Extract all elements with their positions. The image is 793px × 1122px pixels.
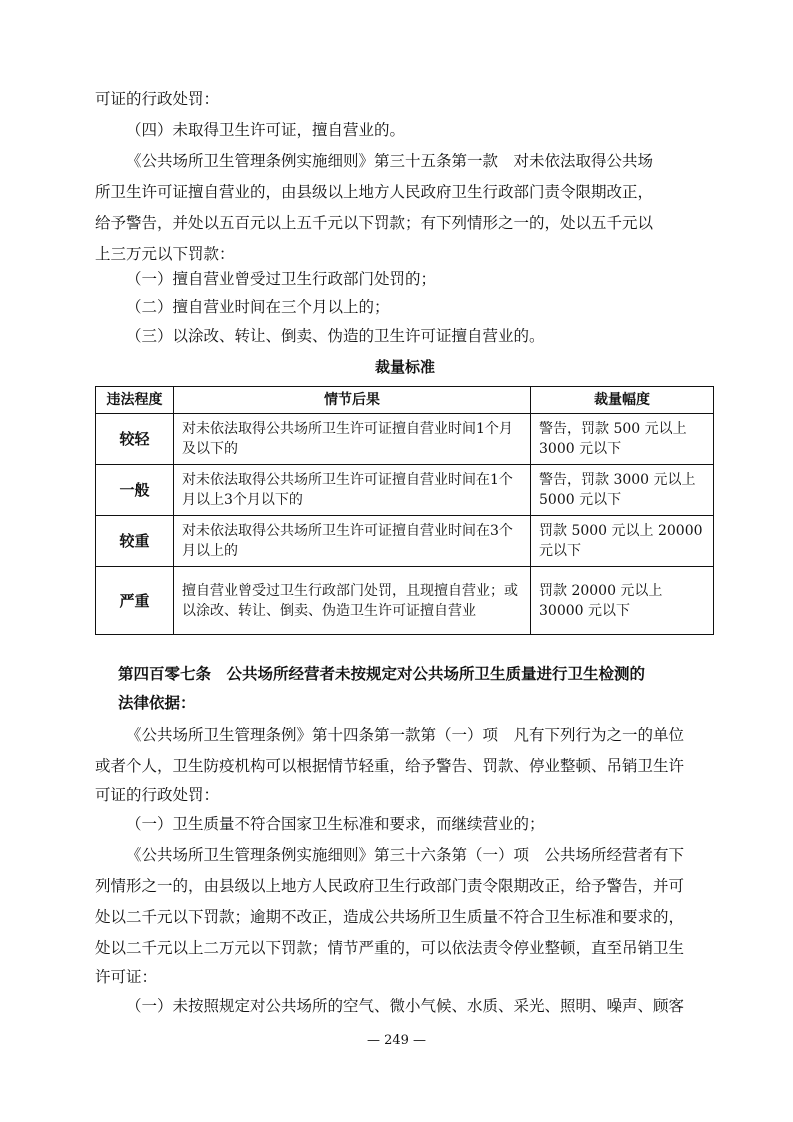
- article-heading: 第四百零七条 公共场所经营者未按规定对公共场所卫生质量进行卫生检测的: [118, 665, 646, 683]
- table-title: 裁量标准: [374, 358, 435, 376]
- text-line: 列情形之一的，由县级以上地方人民政府卫生行政部门责令限期改正，给予警告，并可: [95, 877, 685, 895]
- text-line: 上三万元以下罚款：: [95, 245, 235, 263]
- text-line: 可证的行政处罚：: [95, 90, 220, 108]
- text-line: 《公共场所卫生管理条例实施细则》第三十五条第一款 对未依法取得公共场: [126, 152, 654, 170]
- text-line: （一）未按照规定对公共场所的空气、微小气候、水质、采光、照明、噪声、顾客: [126, 997, 685, 1015]
- range-cell: 罚款 20000 元以上 30000 元以下: [531, 567, 714, 635]
- text-line: 处以二千元以下罚款；逾期不改正，造成公共场所卫生质量不符合卫生标准和要求的，: [95, 908, 685, 926]
- text-line: 可证的行政处罚：: [95, 786, 220, 804]
- text-line: 处以二千元以上二万元以下罚款；情节严重的，可以依法责令停业整顿，直至吊销卫生: [95, 939, 685, 957]
- text-line: （一）擅自营业曾受过卫生行政部门处罚的；: [126, 270, 437, 288]
- text-line: （四）未取得卫生许可证，擅自营业的。: [126, 121, 406, 139]
- discretion-table: [95, 386, 714, 635]
- column-header-circumstance: 情节后果: [174, 387, 531, 414]
- circumstance-cell: 擅自营业曾受过卫生行政部门处罚，且现擅自营业；或以涂改、转让、倒卖、伪造卫生许可证擅自营业: [174, 567, 531, 635]
- table-row: [96, 516, 714, 567]
- range-cell: 警告，罚款 500 元以上 3000 元以下: [531, 414, 714, 465]
- circumstance-cell: 对未依法取得公共场所卫生许可证擅自营业时间1个月及以下的: [174, 414, 531, 465]
- table-row: [96, 567, 714, 635]
- legal-basis-label: 法律依据：: [118, 694, 196, 712]
- table-header-row: [96, 387, 714, 414]
- table-row: [96, 465, 714, 516]
- circumstance-cell: 对未依法取得公共场所卫生许可证擅自营业时间在1个月以上3个月以下的: [174, 465, 531, 516]
- text-line: 给予警告，并处以五百元以上五千元以下罚款；有下列情形之一的，处以五千元以: [95, 214, 654, 232]
- level-cell: 较轻: [96, 414, 174, 465]
- circumstance-cell: 对未依法取得公共场所卫生许可证擅自营业时间在3个月以上的: [174, 516, 531, 567]
- level-cell: 一般: [96, 465, 174, 516]
- page-number: — 249 —: [366, 1033, 427, 1048]
- text-line: （三）以涂改、转让、倒卖、伪造的卫生许可证擅自营业的。: [126, 327, 545, 345]
- text-line: （二）擅自营业时间在三个月以上的；: [126, 298, 390, 316]
- range-cell: 警告，罚款 3000 元以上 5000 元以下: [531, 465, 714, 516]
- text-line: 许可证：: [95, 968, 158, 986]
- text-line: 《公共场所卫生管理条例》第十四条第一款第（一）项 凡有下列行为之一的单位: [126, 726, 685, 744]
- level-cell: 严重: [96, 567, 174, 635]
- text-line: 或者个人，卫生防疫机构可以根据情节轻重，给予警告、罚款、停业整顿、吊销卫生许: [95, 757, 685, 775]
- table-row: [96, 414, 714, 465]
- text-line: 《公共场所卫生管理条例实施细则》第三十六条第（一）项 公共场所经营者有下: [126, 846, 685, 864]
- range-cell: 罚款 5000 元以上 20000 元以下: [531, 516, 714, 567]
- column-header-level: 违法程度: [96, 387, 174, 414]
- text-line: 所卫生许可证擅自营业的，由县级以上地方人民政府卫生行政部门责令限期改正，: [95, 183, 654, 201]
- text-line: （一）卫生质量不符合国家卫生标准和要求，而继续营业的；: [126, 815, 545, 833]
- level-cell: 较重: [96, 516, 174, 567]
- column-header-range: 裁量幅度: [531, 387, 714, 414]
